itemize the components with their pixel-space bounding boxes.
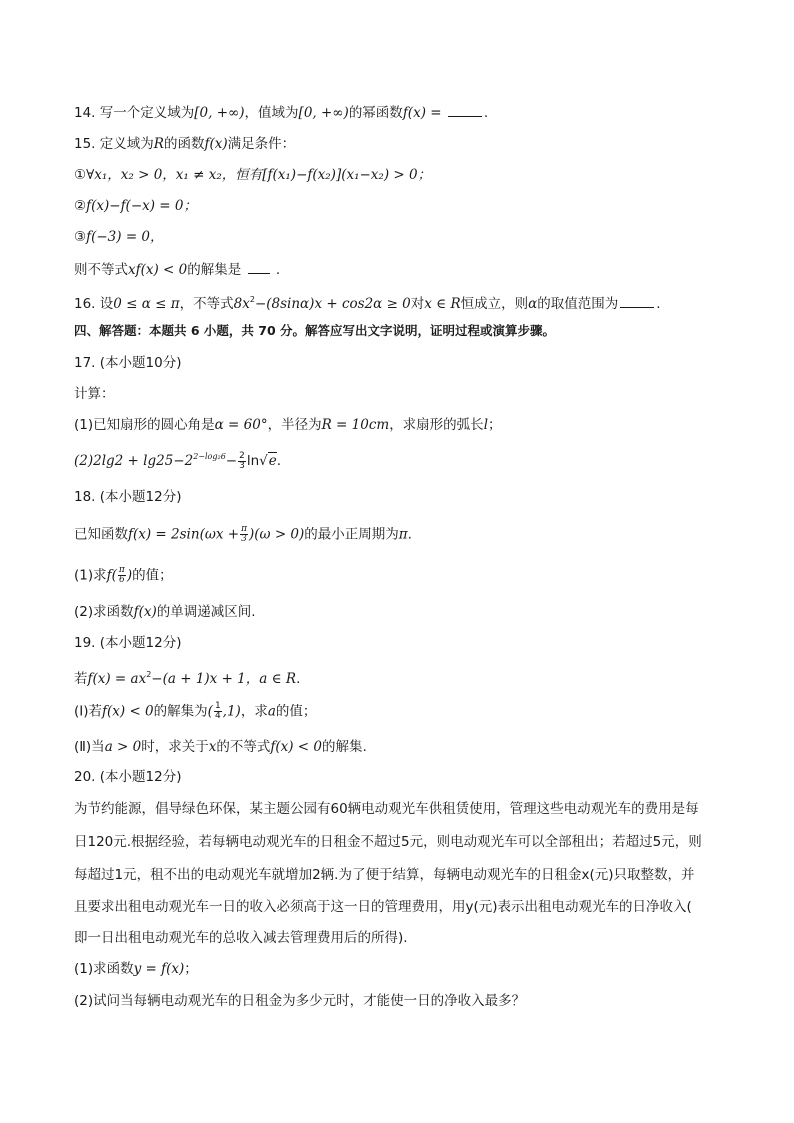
math-expression: )(ω > 0) (248, 526, 305, 543)
question-text: 的解集. (322, 739, 367, 755)
math-expression: −(8sinα)x + cos2α ≥ 0 (254, 296, 411, 312)
answer-blank[interactable] (620, 294, 654, 308)
question-20-body-line: 每超过1元，租不出的电动观光车就增加2辆.为了便于结算，每辆电动观光车的日租金x(元)只取整数，并 (74, 867, 695, 883)
question-text: 的解集是 (187, 262, 242, 278)
math-expression: l (483, 417, 489, 433)
math-expression: ∀x₁，x₂ > 0，x₁ ≠ x₂，恒有 (86, 167, 263, 183)
condition-marker: ③ (74, 229, 87, 245)
math-expression: 8x (233, 296, 250, 312)
math-expression: f(−3) = 0， (86, 229, 164, 245)
question-14 (74, 103, 488, 122)
question-19-part-1 (74, 702, 316, 721)
math-expression: ( (207, 703, 213, 720)
math-expression: α (528, 296, 538, 312)
exponent: 2 (249, 295, 255, 304)
question-text: ，求 (240, 703, 268, 720)
math-expression: xf(x) < 0 (128, 262, 188, 278)
question-text: 设 (99, 296, 114, 312)
radicand: e (268, 453, 277, 469)
fraction-numerator: π (118, 565, 125, 575)
condition-marker: ② (74, 198, 87, 214)
question-number: 14. (74, 105, 96, 121)
fraction-denominator: 3 (239, 460, 245, 471)
question-15-intro (74, 135, 295, 153)
question-20-body-line: 即一日出租电动观光车的总收入减去管理费用后的所得). (74, 930, 408, 946)
math-expression: f(x) (204, 136, 228, 152)
answer-blank[interactable] (248, 260, 270, 274)
question-text: (1)求 (74, 567, 107, 584)
math-expression: α = 60° (214, 417, 268, 433)
fraction (118, 566, 126, 585)
question-text: 时，求关于 (141, 739, 209, 755)
math-expression: x ∈ R (424, 296, 461, 312)
math-expression: f(x) < 0 (270, 739, 322, 755)
question-20-part-2: (2)试问当每辆电动观光车的日租金为多少元时，才能使一日的净收入最多？ (74, 993, 526, 1009)
question-15-ask (74, 260, 280, 279)
punctuation: . (483, 105, 489, 121)
question-text: ，求扇形的弧长 (389, 417, 484, 433)
question-text: 的幂函数 (348, 105, 403, 121)
question-15-condition-3 (74, 228, 164, 246)
math-expression: π (398, 526, 408, 543)
question-20-body-line: 日120元.根据经验，若每辆电动观光车的日租金不超过5元，则电动观光车可以全部租出；若超过5元，则 (74, 834, 702, 850)
math-expression: R (153, 136, 164, 152)
math-expression: − (225, 453, 238, 469)
question-text: 的最小正周期为 (304, 526, 399, 543)
fraction (240, 525, 248, 544)
question-18-part-2 (74, 603, 256, 621)
math-expression: −(a + 1)x + 1，a ∈ R (151, 671, 297, 687)
math-expression: f(x) = (402, 105, 442, 121)
question-18-header: 18. (本小题12分) (74, 489, 182, 505)
question-number: 15. (74, 136, 96, 152)
question-text: (1)求函数 (74, 961, 134, 977)
math-expression: x (208, 739, 217, 755)
punctuation: . (656, 296, 661, 312)
fraction-numerator: 1 (214, 701, 221, 711)
question-20-body-line: 为节约能源，倡导绿色环保，某主题公园有60辆电动观光车供租赁使用，管理这些电动观光车的费用是每 (74, 801, 699, 817)
question-17-lead: 计算： (74, 386, 115, 402)
math-expression: [0, +∞) (194, 105, 245, 121)
question-17-part-2 (74, 448, 281, 471)
question-text: (2)求函数 (74, 604, 134, 620)
math-expression: f( (106, 567, 117, 584)
exponent: 2 (146, 670, 152, 679)
condition-marker: ① (74, 167, 87, 183)
question-text: ，不等式 (179, 296, 234, 312)
question-text: 对 (410, 296, 425, 312)
math-expression: (2)2lg2 + lg25−2 (74, 453, 194, 469)
fraction-denominator: 4 (214, 711, 221, 721)
punctuation: . (276, 453, 282, 469)
punctuation: . (275, 262, 281, 278)
math-expression: f(x) = ax (87, 671, 147, 687)
section-heading: 四、解答题：本题共 6 小题，共 70 分。解答应写出文字说明，证明过程或演算步骤。 (74, 323, 556, 338)
question-text: (Ⅰ)若 (74, 703, 103, 720)
fraction (214, 702, 222, 721)
math-expression: f(x) < 0 (102, 703, 154, 720)
question-text: 若 (74, 671, 88, 687)
fraction (238, 452, 246, 471)
question-text: 的值； (132, 567, 173, 584)
question-18-part-1 (74, 566, 173, 585)
math-expression: y = f(x) (133, 961, 185, 977)
question-19-given (74, 666, 300, 688)
question-text: 的函数 (163, 136, 205, 152)
question-20-header: 20. (本小题12分) (74, 769, 182, 785)
punctuation: ； (184, 961, 198, 977)
question-text: ，值域为 (244, 105, 299, 121)
question-15-condition-1 (74, 166, 431, 184)
question-text: (1)已知扇形的圆心角是 (74, 417, 215, 433)
question-text: 写一个定义域为 (99, 105, 195, 121)
punctuation: . (407, 526, 412, 543)
question-18-given (74, 525, 412, 544)
question-19-header: 19. (本小题12分) (74, 635, 182, 651)
fraction-numerator: π (241, 524, 247, 534)
question-text: (Ⅱ)当 (74, 739, 105, 755)
question-text: 的不等式 (216, 739, 271, 755)
question-text: ，半径为 (267, 417, 322, 433)
math-expression: f(x) = 2sin(ωx + (128, 526, 240, 543)
math-expression: ) (126, 567, 133, 584)
fraction-denominator: 3 (241, 534, 247, 544)
math-expression: [0, +∞) (298, 105, 349, 121)
question-19-part-2 (74, 738, 367, 756)
exponent: 2−log₂6 (193, 452, 226, 461)
question-text: 则不等式 (74, 262, 128, 278)
question-text: 恒成立，则 (460, 296, 529, 312)
sqrt-symbol: √ (259, 453, 268, 469)
math-expression: ,1) (222, 703, 241, 720)
fraction-numerator: 2 (239, 450, 245, 461)
fraction-denominator: 6 (118, 575, 125, 585)
punctuation: ； (488, 417, 502, 433)
question-text: 定义域为 (99, 136, 154, 152)
math-expression: a (267, 703, 276, 720)
question-15-condition-2 (74, 197, 197, 215)
punctuation: . (296, 671, 301, 687)
question-number: 16. (74, 296, 96, 312)
math-expression: 0 ≤ α ≤ π (113, 296, 180, 312)
question-text: 的取值范围为 (537, 296, 619, 312)
question-text: 的单调递减区间. (156, 604, 256, 620)
answer-blank[interactable] (448, 103, 482, 117)
math-expression: [f(x₁)−f(x₂)](x₁−x₂) > 0； (262, 167, 432, 183)
question-text: 的解集为 (153, 703, 208, 720)
question-text: 已知函数 (74, 526, 128, 543)
question-16 (74, 291, 661, 313)
question-20-part-1 (74, 960, 198, 978)
math-expression: f(x) (133, 604, 157, 620)
math-expression: R = 10cm (321, 417, 390, 433)
math-expression: a > 0 (104, 739, 142, 755)
question-text: 满足条件： (227, 136, 296, 152)
question-17-header: 17. (本小题10分) (74, 355, 182, 371)
question-text: 的值； (275, 703, 317, 720)
question-17-part-1 (74, 416, 502, 434)
math-expression: f(x)−f(−x) = 0； (86, 198, 198, 214)
question-20-body-line: 且要求出租电动观光车一日的收入必须高于这一日的管理费用，用y(元)表示出租电动观光车的日净收入( (74, 899, 692, 915)
math-expression: ln (246, 453, 260, 469)
